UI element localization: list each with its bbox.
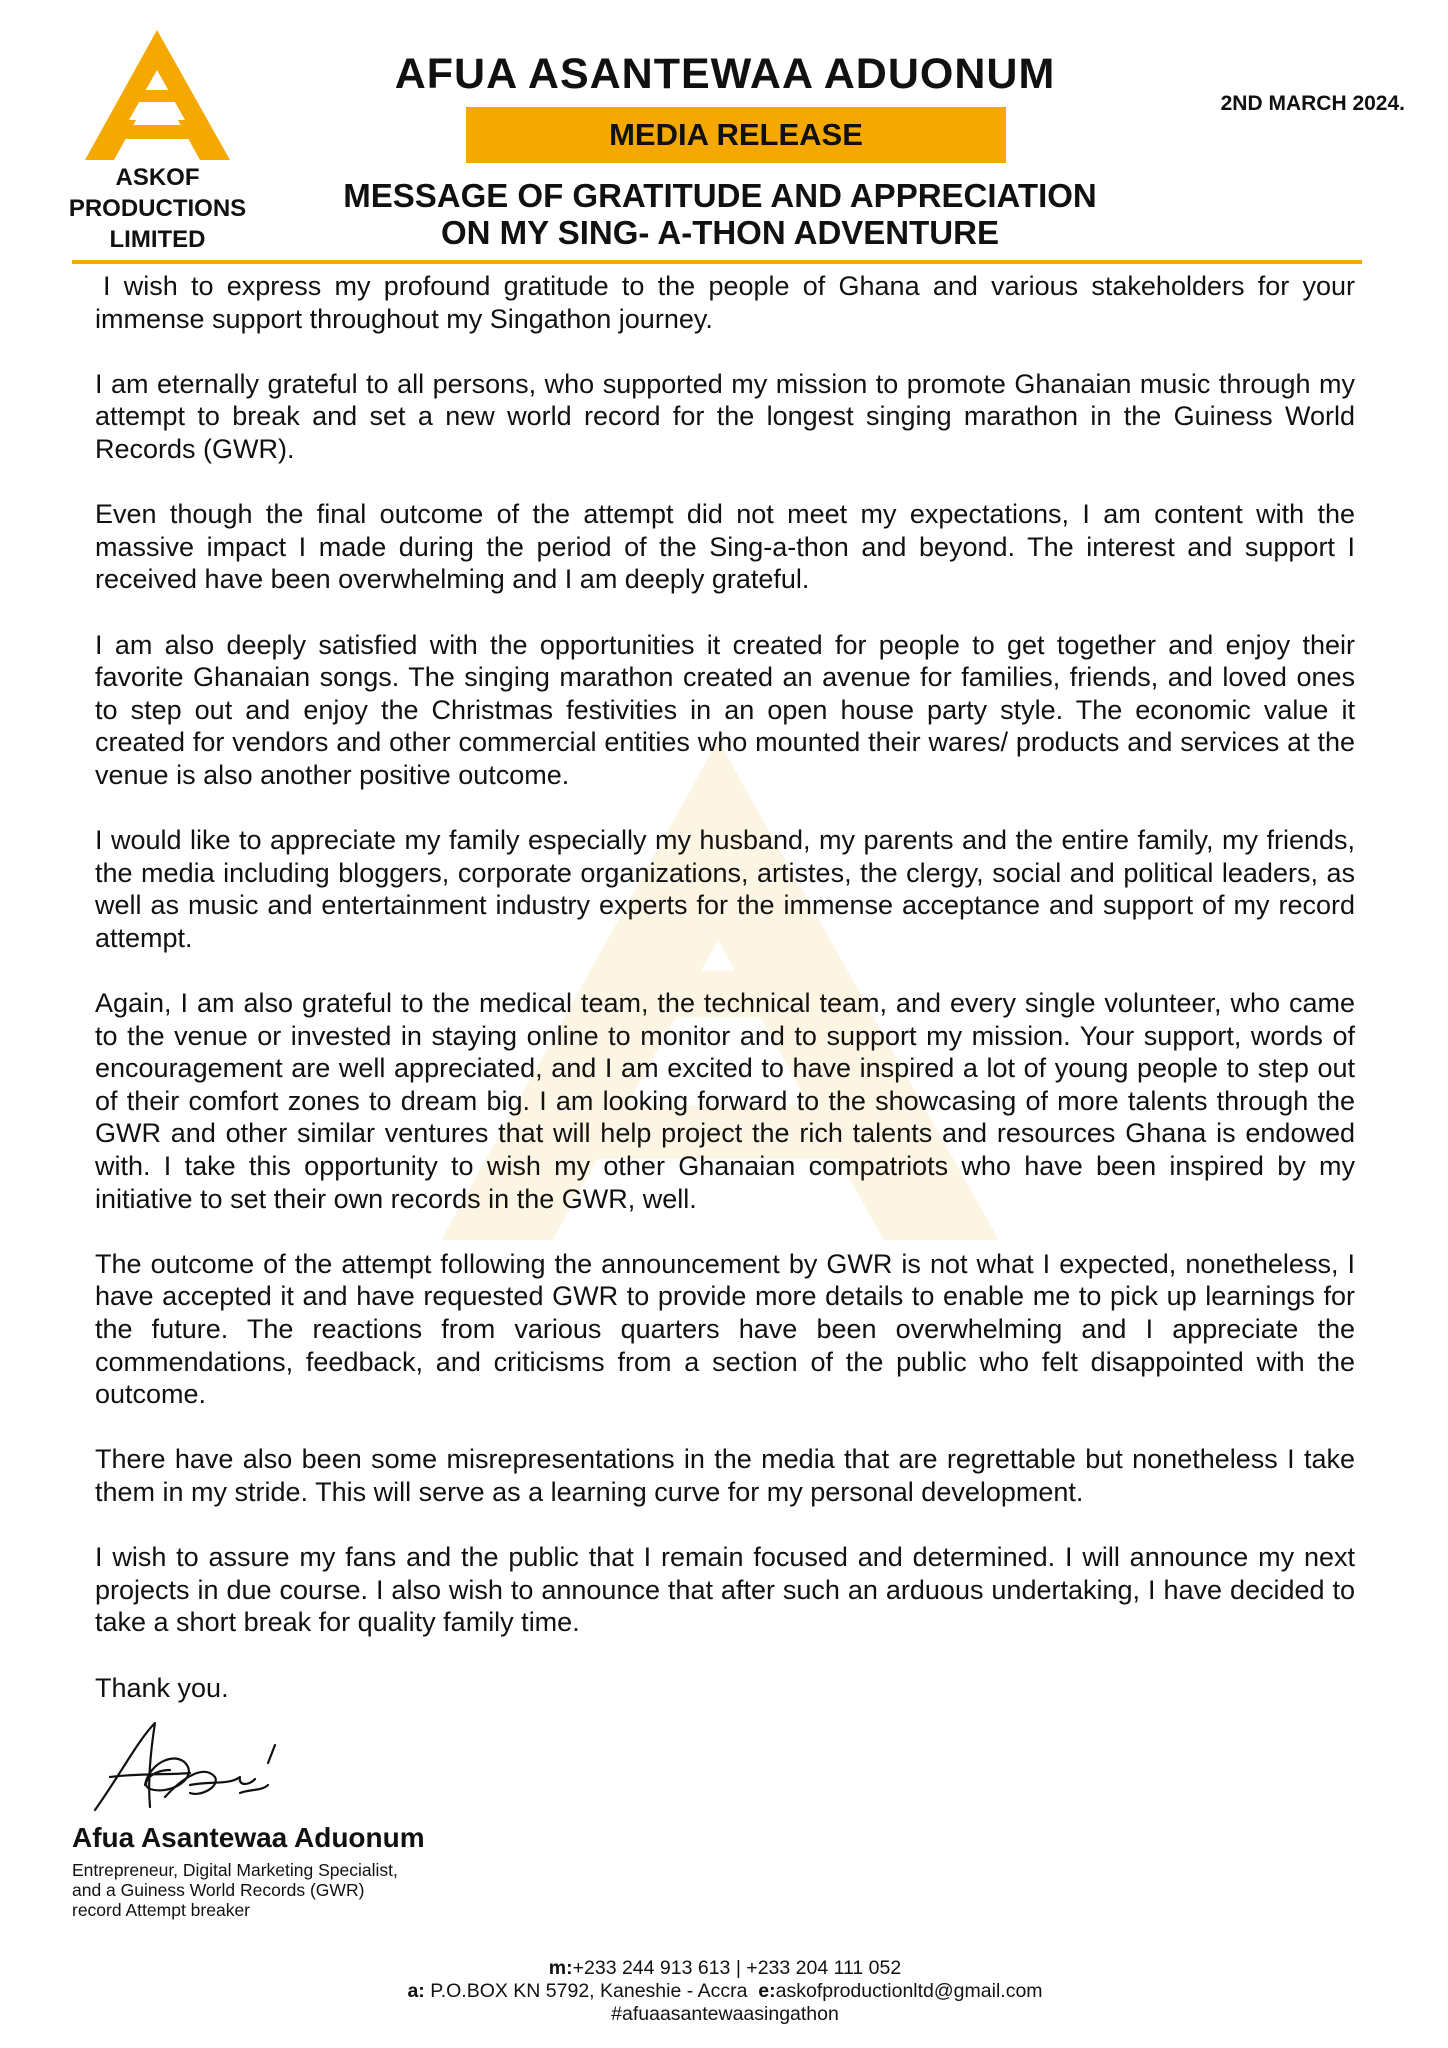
email-label: e: <box>758 1980 776 2002</box>
paragraph-4: I am also deeply satisfied with the opportunities it created for people to get together and enjoy their favorite Ghanaian songs. The singing marathon created an avenue for families, friends, and loved ones to step out and enjoy the Christmas festivities in an open house party style. The economic value it created for vendors and other commercial entities who mounted their wares/ products and services at the venue is also another positive outcome. <box>95 629 1355 790</box>
address-label: a: <box>407 1980 425 2002</box>
subject-line-1: MESSAGE OF GRATITUDE AND APPRECIATION <box>343 177 1097 214</box>
footer-address-line <box>300 1980 1150 2003</box>
signer-name: Afua Asantewaa Aduonum <box>72 1822 425 1853</box>
company-logo <box>55 30 260 260</box>
paragraph-3: Even though the final outcome of the attempt did not meet my expectations, I am content with the massive impact I made during the period of the Sing-a-thon and beyond. The interest and support I received have been overwhelming and I am deeply grateful. <box>95 499 1355 595</box>
logo-line-3: LIMITED <box>109 226 206 253</box>
logo-wordmark <box>55 162 260 255</box>
paragraph-8: There have also been some misrepresentations in the media that are regrettable but nonetheless I take them in my stride. This will serve as a learning curve for my personal development. <box>95 1444 1355 1507</box>
subject-line-2: ON MY SING- A-THON ADVENTURE <box>441 214 999 251</box>
signer-title-line-2: and a Guiness World Records (GWR) <box>72 1880 365 1900</box>
handwritten-signature-icon <box>90 1715 290 1825</box>
phone-numbers: +233 244 913 613 | +233 204 111 052 <box>572 1957 902 1979</box>
signer-title-line-3: record Attempt breaker <box>72 1900 250 1920</box>
paragraph-2: I am eternally grateful to all persons, who supported my mission to promote Ghanaian music through my attempt to break and set a new world record for the longest singing marathon in the Guiness World Records (GWR). <box>95 368 1355 464</box>
closing-thanks: Thank you. <box>95 1672 229 1703</box>
release-subject <box>290 177 1150 251</box>
paragraph-5: I would like to appreciate my family especially my husband, my parents and the entire family, my friends, the media including bloggers, corporate organizations, artistes, the clergy, social and political leaders, as well as music and entertainment industry experts for the immense acceptance and support of my record attempt. <box>95 825 1355 953</box>
signer-title <box>72 1860 492 1920</box>
footer-phone-line <box>300 1957 1150 1980</box>
organization-name: AFUA ASANTEWAA ADUONUM <box>394 50 1056 98</box>
logo-line-2: PRODUCTIONS <box>68 195 247 222</box>
paragraph-9: I wish to assure my fans and the public that I remain focused and determined. I will announce my next projects in due course. I also wish to announce that after such an arduous undertaking, I have decided to take a short break for quality family time. <box>95 1542 1355 1638</box>
email-address[interactable]: askofproductionltd@gmail.com <box>775 1980 1043 2002</box>
logo-line-1: ASKOF <box>115 164 200 191</box>
header-divider <box>72 260 1362 264</box>
release-body <box>95 270 1355 1704</box>
address-text: P.O.BOX KN 5792, Kaneshie - Accra <box>430 1980 748 2002</box>
phone-label: m: <box>548 1957 573 1979</box>
contact-footer <box>300 1957 1150 2026</box>
media-release-label: MEDIA RELEASE <box>466 107 1006 163</box>
askof-a-logo-icon <box>85 30 230 160</box>
paragraph-7: The outcome of the attempt following the announcement by GWR is not what I expected, nonetheless, I have accepted it and have requested GWR to provide more details to enable me to pick up learnings for the future. The reactions from various quarters have been overwhelming and I appreciate the commendations, feedback, and criticisms from a section of the public who felt disappointed with the outcome. <box>95 1248 1355 1410</box>
release-date: 2ND MARCH 2024. <box>1220 92 1405 115</box>
paragraph-1: I wish to express my profound gratitude to the people of Ghana and various stakeholders for your immense support throughout my Singathon journey. <box>95 271 1355 334</box>
paragraph-6: Again, I am also grateful to the medical team, the technical team, and every single volunteer, who came to the venue or invested in staying online to monitor and to support my mission. Your support, words of encouragement are well appreciated, and I am excited to have inspired a lot of young people to step out of their comfort zones to dream big. I am looking forward to the showcasing of more talents through the GWR and other similar ventures that will help project the rich talents and resources Ghana is endowed with. I take this opportunity to wish my other Ghanaian compatriots who have been inspired by my initiative to set their own records in the GWR, well. <box>95 988 1355 1214</box>
footer-hashtag: #afuaasantewaasingathon <box>611 2003 839 2025</box>
signer-title-line-1: Entrepreneur, Digital Marketing Specialist, <box>72 1860 398 1880</box>
